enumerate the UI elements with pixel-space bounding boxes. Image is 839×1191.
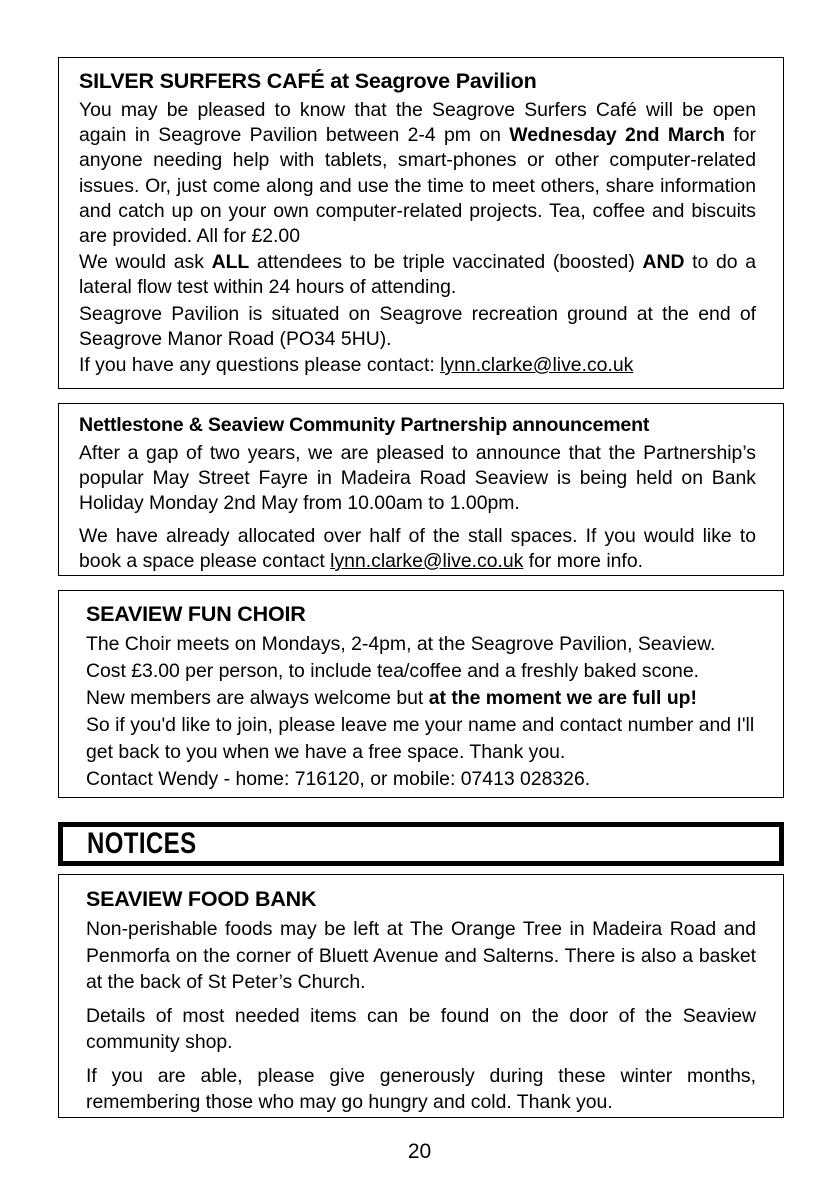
notice-paragraph <box>86 631 761 658</box>
notice-box-silver-surfers <box>58 57 784 389</box>
body-text: After a gap of two years, we are pleased to announce that the Partnership’s popular May Street Fayre in Madeira Road Seaview is being held on Bank Holiday Monday 2nd May from 10.00am to 1.00pm. <box>79 442 756 515</box>
paragraph-group <box>86 631 761 793</box>
body-text: If you have any questions please contact: <box>79 354 441 377</box>
notice-box-partnership <box>58 403 784 576</box>
section-banner-label: NOTICES <box>87 827 197 860</box>
notice-paragraph <box>79 98 756 249</box>
notice-paragraph <box>86 1003 756 1056</box>
notice-paragraph <box>79 524 756 574</box>
body-text: We have already allocated over half of the stall spaces. If you would like to book a space please contact <box>79 524 756 572</box>
body-text: New members are always welcome but <box>86 687 429 709</box>
notice-paragraph <box>86 766 761 793</box>
notice-paragraph <box>86 1063 756 1116</box>
email-link[interactable]: lynn.clarke@live.co.uk <box>330 549 524 572</box>
emphasis-text: ALL <box>211 251 250 274</box>
paragraph-group <box>79 98 756 378</box>
notice-title-partnership: Nettlestone & Seaview Community Partnership announcement <box>79 414 650 436</box>
notice-paragraph <box>79 302 756 352</box>
body-text: The Choir meets on Mondays, 2-4pm, at the Seagrove Pavilion, Seaview. <box>86 633 716 655</box>
page-number: 20 <box>407 1140 432 1163</box>
notice-box-fun-choir <box>58 590 784 798</box>
notice-paragraph <box>86 916 756 996</box>
body-text: We would ask <box>79 251 212 274</box>
notice-box-content <box>59 404 783 581</box>
notice-title-fun-choir: SEAVIEW FUN CHOIR <box>86 602 306 626</box>
notice-title-silver-surfers: SILVER SURFERS CAFÉ at Seagrove Pavilion <box>79 69 537 93</box>
body-text: for more info. <box>523 549 643 572</box>
body-text: Seagrove Pavilion is situated on Seagrove recreation ground at the end of Seagrove Manor Road (PO34 5HU). <box>79 302 756 350</box>
emphasis-text: AND <box>642 251 685 274</box>
body-text: Contact Wendy - home: 716120, or mobile: 07413 028326. <box>86 768 591 790</box>
paragraph-group <box>79 441 756 574</box>
body-text: Details of most needed items can be found on the door of the Seaview community shop. <box>86 1004 756 1053</box>
notice-title-food-bank: SEAVIEW FOOD BANK <box>86 887 317 911</box>
body-text: Cost £3.00 per person, to include tea/coffee and a freshly baked scone. <box>86 660 700 682</box>
body-text: You may be pleased to know that the Seagrove Surfers Café will be open again in Seagrove Pavilion between 2-4 pm on <box>79 99 756 147</box>
notice-paragraph <box>79 353 756 378</box>
section-banner-notices <box>58 822 784 866</box>
notice-paragraph <box>79 441 756 517</box>
emphasis-text: Wednesday 2nd March <box>509 124 725 147</box>
body-text: attendees to be triple vaccinated (boosted) <box>249 251 643 274</box>
notice-box-content <box>59 591 783 801</box>
notice-box-food-bank <box>58 874 784 1118</box>
paragraph-group <box>86 916 756 1116</box>
body-text: So if you'd like to join, please leave me your name and contact number and I'll get back to you when we have a free space. Thank you. <box>86 714 755 763</box>
emphasis-text: at the moment we are full up! <box>428 687 697 709</box>
notice-box-content <box>59 875 783 1124</box>
body-text: Non-perishable foods may be left at The Orange Tree in Madeira Road and Penmorfa on the corner of Bluett Avenue and Salterns. There is also a basket at the back of St Peter’s Church. <box>86 918 756 993</box>
notice-paragraph <box>86 712 761 766</box>
body-text: for anyone needing help with tablets, smart-phones or other computer-related issues. Or, just come along and use the time to meet others, share information and catch up on your own computer-related projects. Tea, coffee and biscuits are provided. All for £2.00 <box>79 124 756 248</box>
notice-box-content <box>59 58 783 386</box>
body-text: If you are able, please give generously during these winter months, remembering those who may go hungry and cold. Thank you. <box>86 1064 756 1113</box>
notice-paragraph <box>79 250 756 300</box>
notice-paragraph <box>86 685 761 712</box>
email-link[interactable]: lynn.clarke@live.co.uk <box>440 354 634 377</box>
body-text: to do a lateral flow test within 24 hours of attending. <box>79 251 756 299</box>
notice-paragraph <box>86 658 761 685</box>
